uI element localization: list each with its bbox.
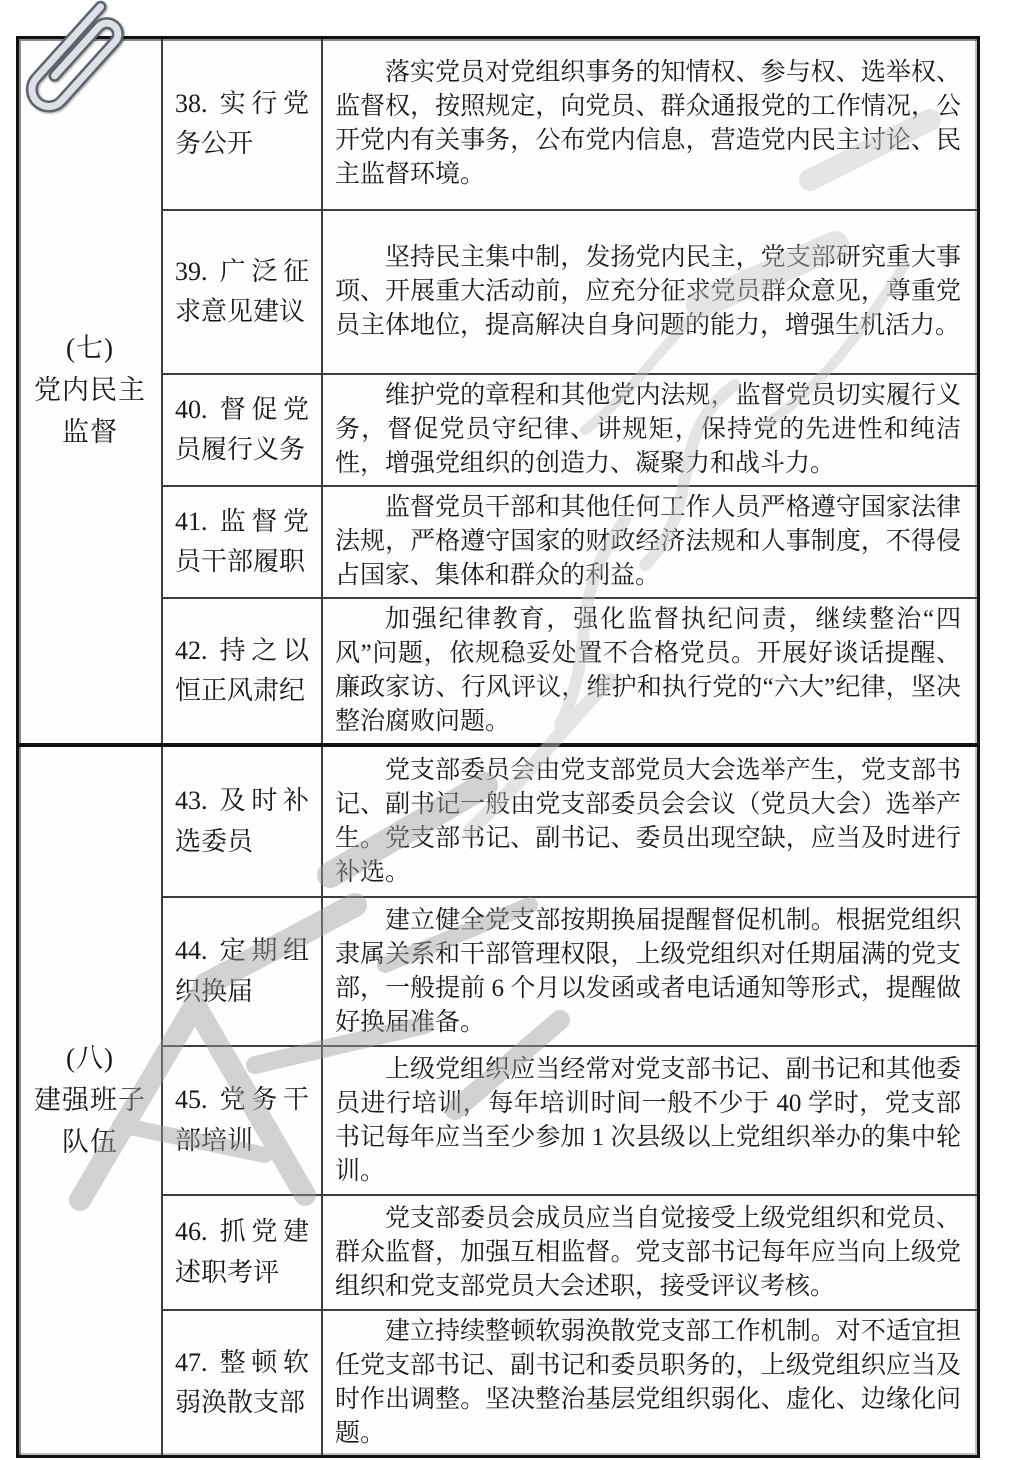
table-section (19, 39, 977, 743)
item-label-cell: 44. 定期组织换届 (163, 898, 323, 1045)
table-row (163, 896, 977, 1045)
table-row (163, 1045, 977, 1194)
table-row (163, 373, 977, 485)
description-cell (323, 898, 977, 1045)
category-cell (19, 747, 163, 1455)
description-cell (323, 375, 977, 485)
item-label-cell: 46. 抓党建述职考评 (163, 1196, 323, 1309)
table-row (163, 485, 977, 597)
description-text: 监督党员干部和其他任何工作人员严格遵守国家法律法规，严格遵守国家的财政经济法规和人事制度，不得侵占国家、集体和群众的利益。 (335, 494, 961, 589)
table-row (163, 1309, 977, 1455)
description-cell (323, 599, 977, 743)
category-label-line: 建强班子 (34, 1085, 146, 1116)
description-text: 上级党组织应当经常对党支部书记、副书记和其他委员进行培训，每年培训时间一般不少于 40 学时，党支部书记每年应当至少参加 1 次县级以上党组织举办的集中轮训。 (335, 1055, 961, 1185)
description-cell (323, 487, 977, 597)
description-text: 建立持续整顿软弱涣散党支部工作机制。对不适宜担任党支部书记、副书记和委员职务的，上级党组织应当及时作出调整。坚决整治基层党组织弱化、虚化、边缘化问题。 (335, 1318, 961, 1447)
item-label-cell: 47. 整顿软弱涣散支部 (163, 1311, 323, 1455)
rules-table (16, 36, 980, 1458)
item-label-cell: 38. 实行党务公开 (163, 39, 323, 209)
description-text: 建立健全党支部按期换届提醒督促机制。根据党组织隶属关系和干部管理权限，上级党组织对任期届满的党支部，一般提前 6 个月以发函或者电话通知等形式，提醒做好换届准备。 (335, 906, 961, 1036)
category-label-line: 监督 (62, 416, 118, 447)
category-label-line: 党内民主 (34, 375, 146, 406)
description-cell (323, 211, 977, 373)
section-rows (163, 747, 977, 1455)
item-label-cell: 45. 党务干部培训 (163, 1047, 323, 1194)
category-label-line: 队伍 (62, 1126, 118, 1157)
description-text: 落实党员对党组织事务的知情权、参与权、选举权、监督权，按照规定，向党员、群众通报党的工作情况，公开党内有关事务，公布党内信息，营造党内民主讨论、民主监督环境。 (335, 59, 961, 188)
item-label-cell: 41. 监督党员干部履职 (163, 487, 323, 597)
description-cell (323, 747, 977, 896)
description-text: 坚持民主集中制，发扬党内民主，党支部研究重大事项、开展重大活动前，应充分征求党员群众意见，尊重党员主体地位，提高解决自身问题的能力，增强生机活力。 (335, 244, 961, 339)
description-text: 加强纪律教育，强化监督执纪问责，继续整治“四风”问题，依规稳妥处置不合格党员。开展好谈话提醒、廉政家访、行风评议，维护和执行党的“六大”纪律，坚决整治腐败问题。 (335, 606, 961, 735)
item-label-cell: 39. 广泛征求意见建议 (163, 211, 323, 373)
category-cell (19, 39, 163, 743)
description-cell (323, 1311, 977, 1455)
item-label-cell: 40. 督促党员履行义务 (163, 375, 323, 485)
table-row (163, 1194, 977, 1309)
table-row (163, 209, 977, 373)
category-label-line: (七) (66, 333, 114, 364)
item-label-cell: 42. 持之以恒正风肃纪 (163, 599, 323, 743)
table-section (19, 743, 977, 1455)
table-row (163, 747, 977, 896)
description-cell (323, 1196, 977, 1309)
table-row (163, 39, 977, 209)
description-text: 维护党的章程和其他党内法规，监督党员切实履行义务，督促党员守纪律、讲规矩，保持党的先进性和纯洁性，增强党组织的创造力、凝聚力和战斗力。 (335, 382, 961, 477)
description-text: 党支部委员会由党支部党员大会选举产生，党支部书记、副书记一般由党支部委员会会议（党员大会）选举产生。党支部书记、副书记、委员出现空缺，应当及时进行补选。 (335, 756, 961, 886)
description-cell (323, 39, 977, 209)
description-text: 党支部委员会成员应当自觉接受上级党组织和党员、群众监督，加强互相监督。党支部书记每年应当向上级党组织和党支部党员大会述职，接受评议考核。 (335, 1204, 961, 1300)
table-row (163, 597, 977, 743)
description-cell (323, 1047, 977, 1194)
item-label-cell: 43. 及时补选委员 (163, 747, 323, 896)
section-rows (163, 39, 977, 743)
category-label-line: (八) (66, 1043, 114, 1074)
